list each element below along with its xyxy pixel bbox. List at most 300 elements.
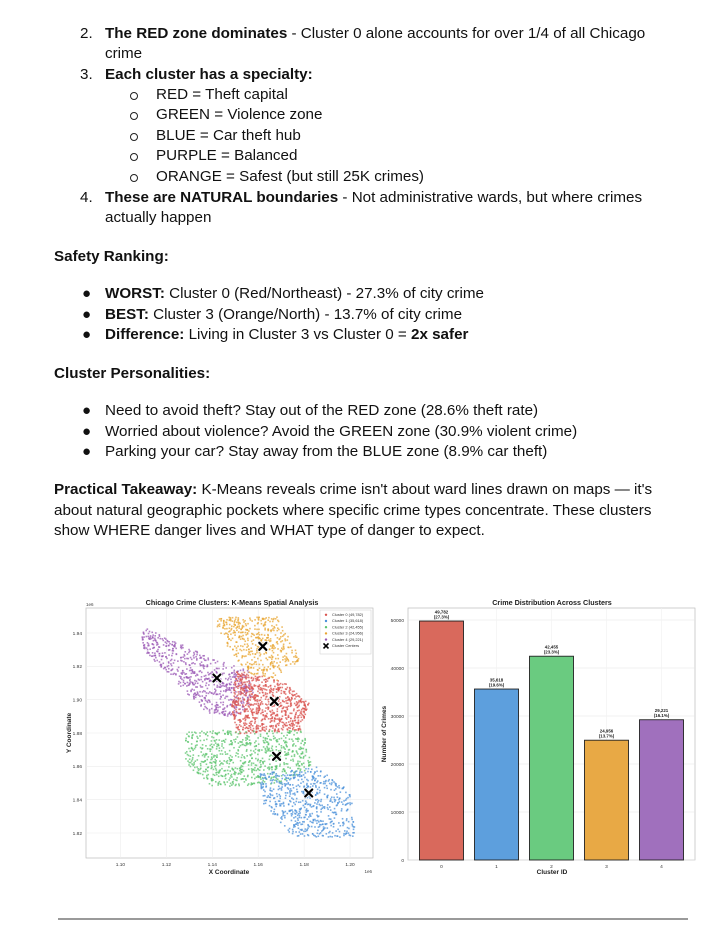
cluster-3-point xyxy=(229,624,231,626)
cluster-3-point xyxy=(237,646,239,648)
cluster-4-point xyxy=(157,642,159,644)
cluster-1-point xyxy=(319,792,321,794)
cluster-2-point xyxy=(200,773,202,775)
cluster-3-point xyxy=(243,649,245,651)
cluster-1-point xyxy=(305,810,307,812)
cluster-1-point xyxy=(343,823,345,825)
cluster-3-point xyxy=(271,655,273,657)
cluster-4-point xyxy=(148,652,150,654)
cluster-1-point xyxy=(346,830,348,832)
cluster-1-point xyxy=(264,775,266,777)
cluster-2-point xyxy=(216,769,218,771)
cluster-0-point xyxy=(248,702,250,704)
cluster-1-point xyxy=(339,787,341,789)
cluster-3-point xyxy=(280,636,282,638)
cluster-4-point xyxy=(160,664,162,666)
cluster-1-point xyxy=(346,798,348,800)
cluster-2-point xyxy=(220,753,222,755)
cluster-3-point xyxy=(273,672,275,674)
cluster-1-point xyxy=(303,830,305,832)
cluster-0-point xyxy=(279,687,281,689)
cluster-0-point xyxy=(257,725,259,727)
cluster-2-point xyxy=(218,783,220,785)
cluster-4-point xyxy=(154,638,156,640)
cluster-3-point xyxy=(226,619,228,621)
cluster-2-point xyxy=(292,760,294,762)
cluster-2-point xyxy=(234,741,236,743)
cluster-0-point xyxy=(255,721,257,723)
cluster-3-point xyxy=(272,663,274,665)
cluster-4-point xyxy=(229,684,231,686)
cluster-3-point xyxy=(288,660,290,662)
cluster-2-point xyxy=(214,759,216,761)
cluster-4-point xyxy=(216,702,218,704)
cluster-0-point xyxy=(268,701,270,703)
cluster-1-point xyxy=(260,784,262,786)
cluster-3-point xyxy=(245,664,247,666)
cluster-2-point xyxy=(216,733,218,735)
cluster-0-point xyxy=(272,727,274,729)
cluster-1-point xyxy=(270,787,272,789)
cluster-4-point xyxy=(231,681,233,683)
cluster-2-point xyxy=(251,753,253,755)
cluster-2-point xyxy=(218,775,220,777)
cluster-0-point xyxy=(257,686,259,688)
cluster-4-point xyxy=(178,683,180,685)
cluster-4-point xyxy=(201,676,203,678)
cluster-1-point xyxy=(295,801,297,803)
cluster-2-point xyxy=(238,746,240,748)
cluster-2-point xyxy=(299,755,301,757)
cluster-1-point xyxy=(316,811,318,813)
cluster-4-point xyxy=(198,678,200,680)
cluster-1-point xyxy=(283,805,285,807)
cluster-0-point xyxy=(259,730,261,732)
cluster-2-point xyxy=(230,783,232,785)
cluster-3-point xyxy=(293,656,295,658)
cluster-2-point xyxy=(197,759,199,761)
cluster-4-point xyxy=(177,670,179,672)
cluster-3-point xyxy=(267,666,269,668)
cluster-0-point xyxy=(256,711,258,713)
cluster-3-point xyxy=(270,638,272,640)
cluster-4-point xyxy=(208,678,210,680)
cluster-1-point xyxy=(297,822,299,824)
cluster-4-point xyxy=(219,713,221,715)
cluster-1-point xyxy=(336,793,338,795)
cluster-0-point xyxy=(246,703,248,705)
cluster-1-point xyxy=(263,795,265,797)
cluster-1-point xyxy=(320,801,322,803)
cluster-3-point xyxy=(237,652,239,654)
cluster-0-point xyxy=(245,684,247,686)
cluster-1-point xyxy=(330,798,332,800)
cluster-2-point xyxy=(255,740,257,742)
cluster-3-point xyxy=(264,628,266,630)
cluster-0-point xyxy=(259,692,261,694)
cluster-1-point xyxy=(311,813,313,815)
cluster-1-point xyxy=(314,819,316,821)
cluster-1-point xyxy=(343,835,345,837)
cluster-2-point xyxy=(213,744,215,746)
cluster-1-point xyxy=(320,775,322,777)
cluster-0-point xyxy=(265,684,267,686)
cluster-2-point xyxy=(253,750,255,752)
cluster-4-point xyxy=(209,709,211,711)
cluster-2-point xyxy=(201,731,203,733)
cluster-4-point xyxy=(199,691,201,693)
cluster-2-point xyxy=(297,760,299,762)
list-item-continuation: crime xyxy=(105,45,143,62)
cluster-2-point xyxy=(202,774,204,776)
cluster-4-point xyxy=(180,645,182,647)
cluster-0-point xyxy=(257,701,259,703)
cluster-0-point xyxy=(292,723,294,725)
cluster-4-point xyxy=(228,699,230,701)
cluster-2-point xyxy=(207,770,209,772)
cluster-0-point xyxy=(307,704,309,706)
cluster-2-point xyxy=(278,738,280,740)
cluster-4-point xyxy=(155,639,157,641)
cluster-4-point xyxy=(148,645,150,647)
legend-label: Cluster 1 (35,618) xyxy=(332,618,364,624)
bar-cluster-1 xyxy=(475,689,519,860)
cluster-2-point xyxy=(285,754,287,756)
cluster-2-point xyxy=(229,785,231,787)
cluster-4-point xyxy=(175,642,177,644)
cluster-3-point xyxy=(217,620,219,622)
cluster-4-point xyxy=(179,675,181,677)
cluster-2-point xyxy=(219,747,221,749)
cluster-0-point xyxy=(262,692,264,694)
cluster-3-point xyxy=(256,652,258,654)
cluster-2-point xyxy=(234,771,236,773)
cluster-0-point xyxy=(292,691,294,693)
cluster-0-point xyxy=(252,717,254,719)
cluster-3-point xyxy=(295,653,297,655)
cluster-4-point xyxy=(150,635,152,637)
cluster-0-point xyxy=(246,715,248,717)
bullet-icon: ● xyxy=(82,306,92,323)
cluster-0-point xyxy=(256,707,258,709)
cluster-3-point xyxy=(227,634,229,636)
cluster-4-point xyxy=(184,651,186,653)
cluster-0-point xyxy=(243,682,245,684)
cluster-1-point xyxy=(272,772,274,774)
cluster-3-point xyxy=(274,627,276,629)
cluster-4-point xyxy=(214,709,216,711)
cluster-0-point xyxy=(274,720,276,722)
cluster-3-point xyxy=(272,656,274,658)
cluster-0-point xyxy=(302,701,304,703)
cluster-2-point xyxy=(296,750,298,752)
cluster-2-point xyxy=(264,765,266,767)
cluster-3-point xyxy=(248,649,250,651)
cluster-1-point xyxy=(328,836,330,838)
cluster-3-point xyxy=(254,625,256,627)
cluster-2-point xyxy=(207,767,209,769)
cluster-2-point xyxy=(267,747,269,749)
cluster-1-point xyxy=(309,826,311,828)
cluster-3-point xyxy=(242,655,244,657)
cluster-4-point xyxy=(225,667,227,669)
cluster-0-point xyxy=(241,687,243,689)
cluster-1-point xyxy=(337,835,339,837)
cluster-1-point xyxy=(275,773,277,775)
cluster-2-point xyxy=(223,747,225,749)
cluster-3-point xyxy=(273,630,275,632)
cluster-2-point xyxy=(260,764,262,766)
cluster-2-point xyxy=(260,766,262,768)
cluster-1-point xyxy=(283,802,285,804)
cluster-0-point xyxy=(245,693,247,695)
cluster-2-point xyxy=(238,733,240,735)
cluster-2-point xyxy=(281,747,283,749)
cluster-0-point xyxy=(267,680,269,682)
cluster-3-point xyxy=(230,629,232,631)
cluster-2-point xyxy=(230,755,232,757)
cluster-1-point xyxy=(352,835,354,837)
cluster-2-point xyxy=(229,744,231,746)
cluster-4-point xyxy=(221,712,223,714)
cluster-2-point xyxy=(216,774,218,776)
cluster-0-point xyxy=(256,713,258,715)
cluster-4-point xyxy=(220,696,222,698)
cluster-1-point xyxy=(299,831,301,833)
cluster-0-point xyxy=(245,704,247,706)
cluster-0-point xyxy=(255,678,257,680)
cluster-0-point xyxy=(263,715,265,717)
cluster-1-point xyxy=(271,790,273,792)
cluster-4-point xyxy=(169,643,171,645)
cluster-4-point xyxy=(215,662,217,664)
cluster-0-point xyxy=(295,722,297,724)
cluster-4-point xyxy=(219,684,221,686)
cluster-4-point xyxy=(191,659,193,661)
cluster-3-point xyxy=(252,653,254,655)
cluster-0-point xyxy=(239,705,241,707)
cluster-2-point xyxy=(306,751,308,753)
cluster-3-point xyxy=(245,625,247,627)
cluster-1-point xyxy=(287,783,289,785)
cluster-0-point xyxy=(239,724,241,726)
personalities-heading: Cluster Personalities: xyxy=(54,365,211,382)
cluster-1-point xyxy=(350,835,352,837)
cluster-0-point xyxy=(232,712,234,714)
cluster-0-point xyxy=(240,688,242,690)
cluster-1-point xyxy=(323,783,325,785)
cluster-2-point xyxy=(240,760,242,762)
cluster-4-point xyxy=(186,668,188,670)
cluster-4-point xyxy=(171,665,173,667)
cluster-4-point xyxy=(147,649,149,651)
cluster-2-point xyxy=(266,733,268,735)
cluster-4-point xyxy=(203,690,205,692)
cluster-0-point xyxy=(250,710,252,712)
cluster-3-point xyxy=(236,656,238,658)
cluster-0-point xyxy=(244,733,246,735)
cluster-1-point xyxy=(293,824,295,826)
cluster-4-point xyxy=(187,682,189,684)
cluster-2-point xyxy=(232,783,234,785)
cluster-0-point xyxy=(263,695,265,697)
cluster-0-point xyxy=(259,725,261,727)
cluster-1-point xyxy=(276,780,278,782)
cluster-4-point xyxy=(157,637,159,639)
cluster-1-point xyxy=(279,798,281,800)
cluster-4-point xyxy=(188,652,190,654)
cluster-3-point xyxy=(259,652,261,654)
cluster-2-point xyxy=(249,761,251,763)
cluster-1-point xyxy=(296,789,298,791)
cluster-2-point xyxy=(294,755,296,757)
cluster-1-point xyxy=(354,826,356,828)
cluster-3-point xyxy=(242,625,244,627)
cluster-4-point xyxy=(170,673,172,675)
cluster-0-point xyxy=(253,728,255,730)
cluster-3-point xyxy=(219,623,221,625)
cluster-4-point xyxy=(144,644,146,646)
cluster-1-point xyxy=(322,820,324,822)
cluster-1-point xyxy=(328,780,330,782)
cluster-2-point xyxy=(260,734,262,736)
cluster-3-point xyxy=(226,624,228,626)
cluster-2-point xyxy=(205,769,207,771)
cluster-0-point xyxy=(249,699,251,701)
cluster-0-point xyxy=(294,718,296,720)
cluster-3-point xyxy=(220,620,222,622)
cluster-2-point xyxy=(271,777,273,779)
cluster-4-point xyxy=(165,669,167,671)
cluster-3-point xyxy=(272,628,274,630)
cluster-2-point xyxy=(281,732,283,734)
cluster-0-point xyxy=(234,690,236,692)
cluster-4-point xyxy=(159,655,161,657)
cluster-2-point xyxy=(302,740,304,742)
cluster-2-point xyxy=(240,741,242,743)
cluster-1-point xyxy=(345,833,347,835)
cluster-3-point xyxy=(253,639,255,641)
cluster-1-point xyxy=(314,783,316,785)
cluster-1-point xyxy=(316,808,318,810)
cluster-0-point xyxy=(251,677,253,679)
cluster-2-point xyxy=(277,741,279,743)
cluster-0-point xyxy=(308,703,310,705)
cluster-4-point xyxy=(165,638,167,640)
cluster-2-point xyxy=(204,756,206,758)
cluster-0-point xyxy=(277,680,279,682)
cluster-4-point xyxy=(234,712,236,714)
cluster-0-point xyxy=(266,713,268,715)
cluster-4-point xyxy=(177,660,179,662)
cluster-1-point xyxy=(348,832,350,834)
cluster-0-point xyxy=(238,709,240,711)
cluster-3-point xyxy=(258,618,260,620)
cluster-3-point xyxy=(271,647,273,649)
cluster-2-point xyxy=(291,739,293,741)
cluster-2-point xyxy=(220,784,222,786)
cluster-4-point xyxy=(220,702,222,704)
cluster-2-point xyxy=(298,768,300,770)
cluster-2-point xyxy=(187,760,189,762)
x-tick-label: 4 xyxy=(660,865,663,870)
cluster-2-point xyxy=(286,734,288,736)
cluster-2-point xyxy=(284,742,286,744)
cluster-3-point xyxy=(274,647,276,649)
cluster-1-point xyxy=(281,788,283,790)
cluster-1-point xyxy=(329,806,331,808)
cluster-1-point xyxy=(351,819,353,821)
cluster-2-point xyxy=(271,769,273,771)
cluster-2-point xyxy=(243,770,245,772)
cluster-2-point xyxy=(289,749,291,751)
cluster-2-point xyxy=(207,774,209,776)
cluster-3-point xyxy=(253,663,255,665)
cluster-1-point xyxy=(285,792,287,794)
cluster-1-point xyxy=(327,804,329,806)
cluster-1-point xyxy=(314,826,316,828)
cluster-0-point xyxy=(235,709,237,711)
cluster-4-point xyxy=(231,687,233,689)
cluster-0-point xyxy=(250,683,252,685)
cluster-1-point xyxy=(336,805,338,807)
cluster-4-point xyxy=(193,698,195,700)
cluster-4-point xyxy=(201,699,203,701)
cluster-4-point xyxy=(204,697,206,699)
legend-label: Cluster 4 (29,221) xyxy=(332,636,364,642)
cluster-2-point xyxy=(292,759,294,761)
cluster-1-point xyxy=(326,785,328,787)
cluster-2-point xyxy=(191,743,193,745)
cluster-1-point xyxy=(279,795,281,797)
cluster-3-point xyxy=(255,653,257,655)
x-tick-label: 1.16 xyxy=(253,863,263,868)
cluster-3-point xyxy=(226,628,228,630)
cluster-4-point xyxy=(162,652,164,654)
cluster-0-point xyxy=(252,714,254,716)
cluster-4-point xyxy=(189,682,191,684)
cluster-2-point xyxy=(257,776,259,778)
cluster-0-point xyxy=(289,699,291,701)
cluster-4-point xyxy=(185,662,187,664)
cluster-2-point xyxy=(196,744,198,746)
cluster-4-point xyxy=(222,682,224,684)
cluster-2-point xyxy=(255,770,257,772)
cluster-2-point xyxy=(236,752,238,754)
cluster-4-point xyxy=(228,678,230,680)
cluster-0-point xyxy=(289,692,291,694)
cluster-2-point xyxy=(258,743,260,745)
cluster-4-point xyxy=(192,682,194,684)
cluster-4-point xyxy=(197,682,199,684)
cluster-4-point xyxy=(183,677,185,679)
cluster-0-point xyxy=(300,699,302,701)
cluster-4-point xyxy=(171,669,173,671)
cluster-3-point xyxy=(266,653,268,655)
cluster-1-point xyxy=(295,831,297,833)
cluster-0-point xyxy=(256,724,258,726)
cluster-0-point xyxy=(281,705,283,707)
cluster-2-point xyxy=(292,740,294,742)
cluster-2-point xyxy=(260,735,262,737)
cluster-4-point xyxy=(229,688,231,690)
cluster-0-point xyxy=(238,729,240,731)
cluster-3-point xyxy=(224,633,226,635)
cluster-3-point xyxy=(273,652,275,654)
cluster-3-point xyxy=(255,644,257,646)
cluster-3-point xyxy=(241,664,243,666)
cluster-3-point xyxy=(261,623,263,625)
